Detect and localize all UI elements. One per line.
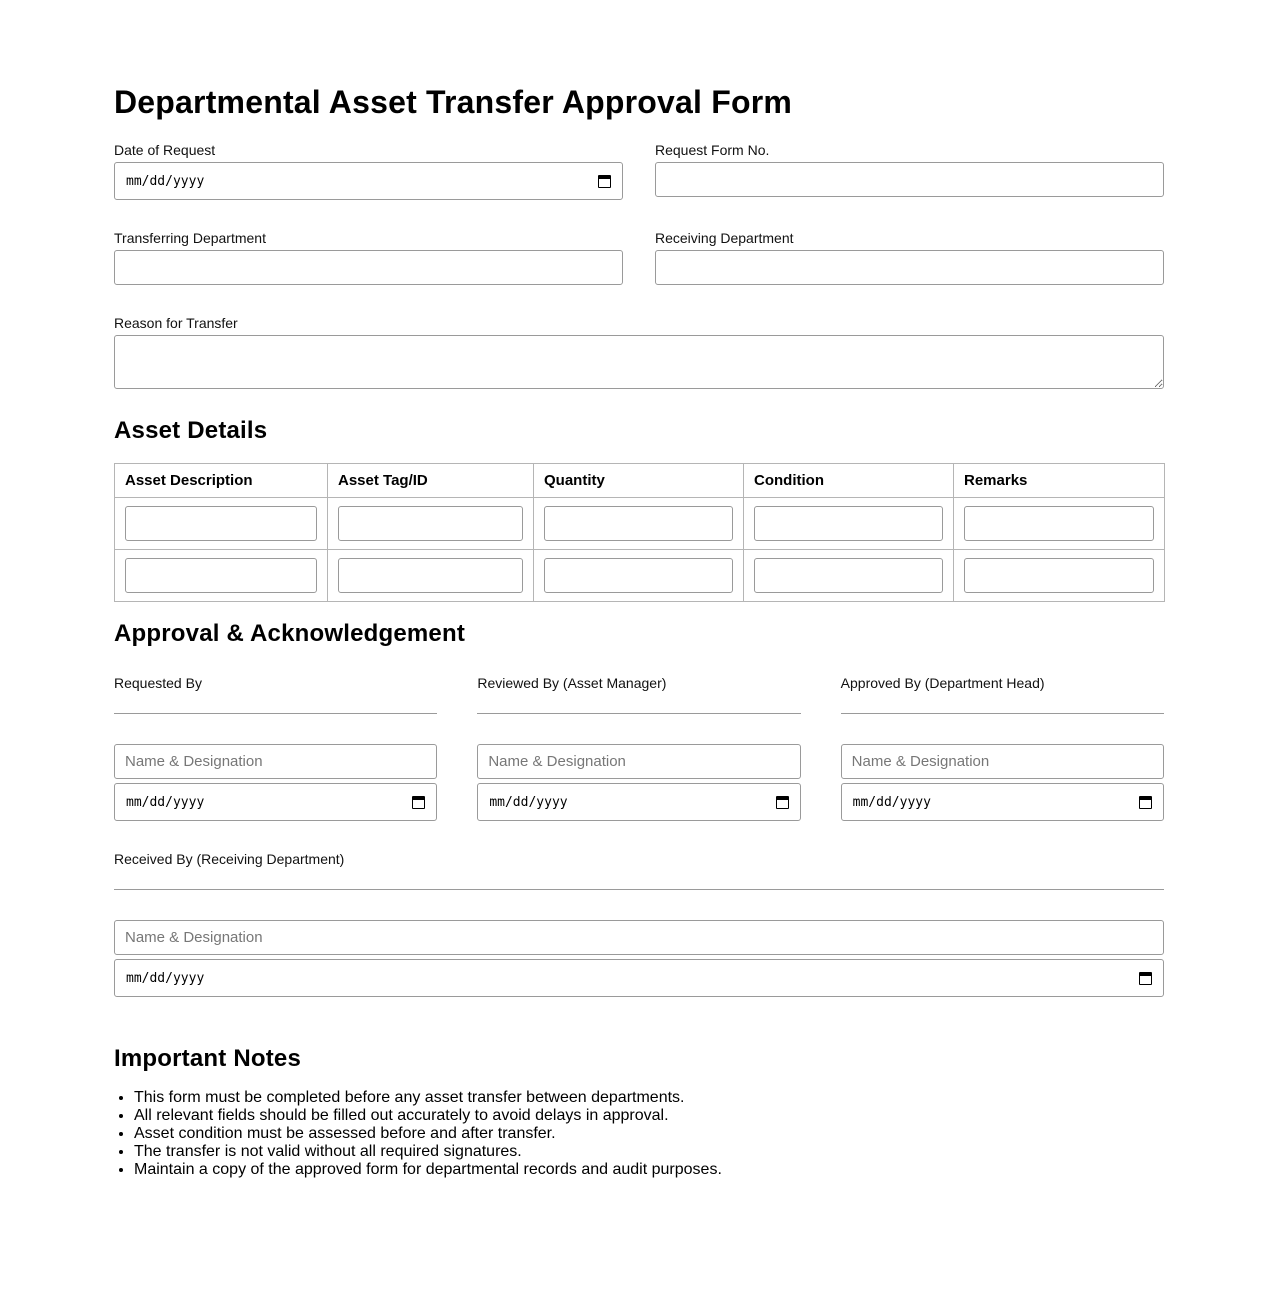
signature-date-value: mm/dd/yyyy xyxy=(489,794,568,810)
signature-date-input[interactable] xyxy=(841,783,1164,821)
important-notes-heading: Important Notes xyxy=(114,1045,302,1072)
calendar-icon[interactable] xyxy=(1139,796,1152,809)
signature-date-value: mm/dd/yyyy xyxy=(852,794,931,810)
signature-block-received-by xyxy=(114,851,1164,997)
list-item: • The transfer is not valid without all required signatures. xyxy=(134,1143,1164,1161)
list-item: • This form must be completed before any asset transfer between departments. xyxy=(134,1089,1164,1107)
asset-details-heading: Asset Details xyxy=(114,417,268,444)
table-header-row xyxy=(115,464,1165,498)
list-item: • Asset condition must be assessed before and after transfer. xyxy=(134,1125,1164,1143)
receiving-department-label: Receiving Department xyxy=(655,230,794,246)
reason-textarea[interactable] xyxy=(114,335,1164,389)
table-cell xyxy=(115,498,328,550)
table-row xyxy=(115,550,1165,602)
calendar-icon[interactable] xyxy=(412,796,425,809)
asset-tag-input[interactable] xyxy=(338,558,523,593)
request-row-2 xyxy=(114,230,1164,285)
signature-line[interactable] xyxy=(114,889,1164,890)
column-header-asset-description: Asset Description xyxy=(115,464,328,498)
signature-label: Requested By xyxy=(114,675,202,691)
signature-date-input[interactable] xyxy=(114,783,437,821)
column-header-asset-tag: Asset Tag/ID xyxy=(328,464,534,498)
reason-label: Reason for Transfer xyxy=(114,315,238,331)
date-of-request-input[interactable] xyxy=(114,162,623,200)
date-of-request-label: Date of Request xyxy=(114,142,216,158)
signature-date-input[interactable] xyxy=(114,959,1164,997)
signature-row xyxy=(114,675,1164,821)
column-header-remarks: Remarks xyxy=(954,464,1165,498)
table-row xyxy=(115,498,1165,550)
table-cell xyxy=(954,550,1165,602)
signature-line[interactable] xyxy=(477,713,800,714)
form-page xyxy=(114,0,1164,1179)
table-cell xyxy=(954,498,1165,550)
request-row-1 xyxy=(114,142,1164,200)
column-header-condition: Condition xyxy=(744,464,954,498)
signature-date-value: mm/dd/yyyy xyxy=(126,794,205,810)
page-title: Departmental Asset Transfer Approval Form xyxy=(114,84,793,120)
request-form-no-group xyxy=(655,142,1164,200)
table-cell xyxy=(115,550,328,602)
reason-group xyxy=(114,315,1164,389)
asset-details-table xyxy=(114,463,1165,602)
table-cell xyxy=(328,550,534,602)
signature-date-input[interactable] xyxy=(477,783,800,821)
asset-tag-input[interactable] xyxy=(338,506,523,541)
table-cell xyxy=(328,498,534,550)
calendar-icon[interactable] xyxy=(598,175,611,188)
asset-description-input[interactable] xyxy=(125,558,317,593)
signature-label: Approved By (Department Head) xyxy=(840,675,1045,691)
table-cell xyxy=(534,550,744,602)
signature-date-value: mm/dd/yyyy xyxy=(126,970,205,986)
date-of-request-value: mm/dd/yyyy xyxy=(126,173,205,189)
transferring-department-group xyxy=(114,230,623,285)
list-item: • All relevant fields should be filled out accurately to avoid delays in approval. xyxy=(134,1107,1164,1125)
notes-list xyxy=(114,1089,1164,1179)
receiving-department-group xyxy=(655,230,1164,285)
name-designation-input[interactable] xyxy=(114,920,1164,955)
quantity-input[interactable] xyxy=(544,506,733,541)
condition-input[interactable] xyxy=(754,506,943,541)
transferring-department-label: Transferring Department xyxy=(114,230,266,246)
name-designation-input[interactable] xyxy=(114,744,437,779)
name-designation-input[interactable] xyxy=(841,744,1164,779)
transferring-department-input[interactable] xyxy=(114,250,623,285)
signature-line[interactable] xyxy=(841,713,1164,714)
signature-block-reviewed-by xyxy=(477,675,800,821)
signature-label: Received By (Receiving Department) xyxy=(114,851,345,867)
signature-block-requested-by xyxy=(114,675,437,821)
signature-line[interactable] xyxy=(114,713,437,714)
list-item: • Maintain a copy of the approved form for departmental records and audit purposes. xyxy=(134,1161,1164,1179)
approval-heading: Approval & Acknowledgement xyxy=(114,620,466,647)
remarks-input[interactable] xyxy=(964,506,1154,541)
quantity-input[interactable] xyxy=(544,558,733,593)
name-designation-input[interactable] xyxy=(477,744,800,779)
table-cell xyxy=(744,550,954,602)
date-of-request-group xyxy=(114,142,623,200)
remarks-input[interactable] xyxy=(964,558,1154,593)
receiving-department-input[interactable] xyxy=(655,250,1164,285)
asset-description-input[interactable] xyxy=(125,506,317,541)
request-form-no-input[interactable] xyxy=(655,162,1164,197)
request-form-no-label: Request Form No. xyxy=(655,142,770,158)
column-header-quantity: Quantity xyxy=(534,464,744,498)
signature-label: Reviewed By (Asset Manager) xyxy=(477,675,667,691)
table-cell xyxy=(744,498,954,550)
condition-input[interactable] xyxy=(754,558,943,593)
calendar-icon[interactable] xyxy=(1139,972,1152,985)
table-cell xyxy=(534,498,744,550)
signature-block-approved-by xyxy=(841,675,1164,821)
calendar-icon[interactable] xyxy=(776,796,789,809)
